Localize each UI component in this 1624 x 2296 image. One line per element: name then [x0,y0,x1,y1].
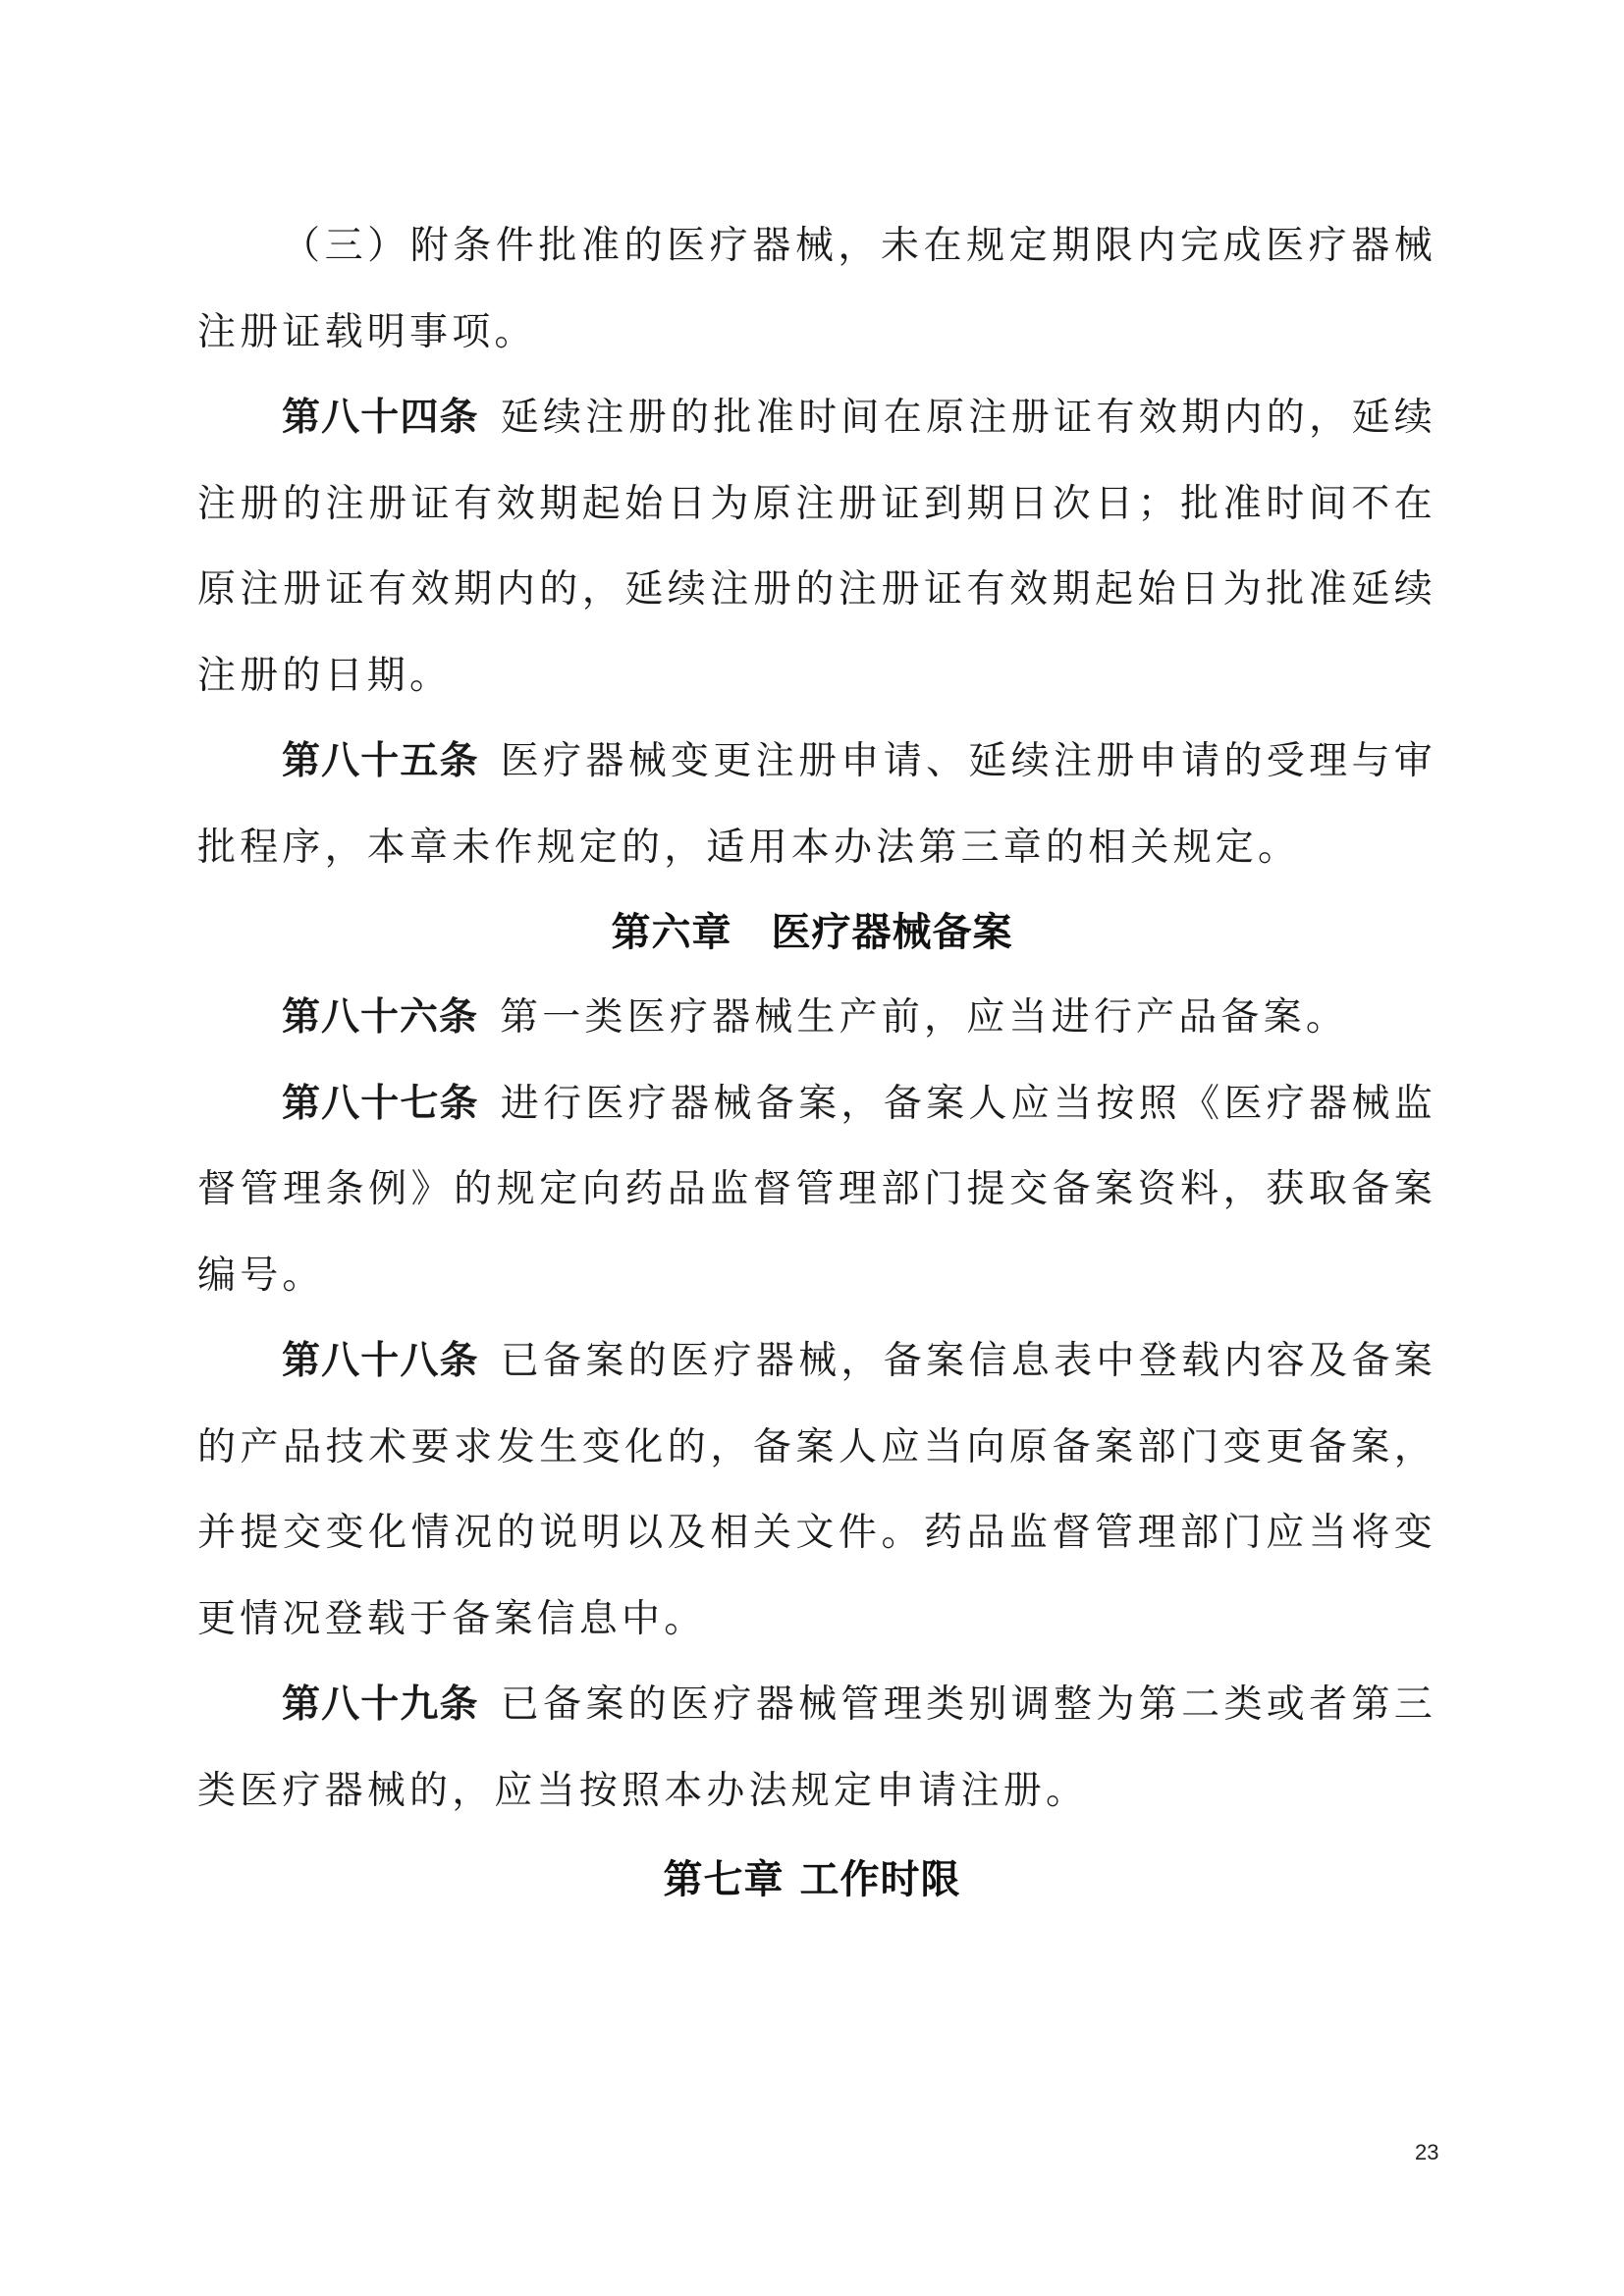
article-89 [197,1662,1436,1834]
article-88 [197,1318,1436,1662]
chapter-6-body [197,975,1436,1834]
article-84 [197,375,1436,719]
article-text: 延续注册的批准时间在原注册证有效期内的，延续注册的注册证有效期起始日为原注册证到期日次日；批准时间不在原注册证有效期内的，延续注册的注册证有效期起始日为批准延续注册的日期。 [197,396,1436,698]
article-86 [197,975,1436,1061]
article-heading: 第八十五条 [282,739,479,783]
article-heading: 第八十八条 [282,1339,479,1383]
paragraph-item-3 [197,203,1436,375]
article-text: 已备案的医疗器械管理类别调整为第二类或者第三类医疗器械的，应当按照本办法规定申请注册。 [197,1682,1436,1813]
chapter-6-heading [0,901,1624,957]
article-87 [197,1061,1436,1319]
article-text: 第一类医疗器械生产前，应当进行产品备案。 [500,995,1349,1040]
article-heading: 第八十七条 [282,1081,479,1126]
chapter-number: 第六章 [611,910,732,955]
article-text: 医疗器械变更注册申请、延续注册申请的受理与审批程序，本章未作规定的，适用本办法第三章的相关规定。 [197,739,1436,870]
article-text: 进行医疗器械备案，备案人应当按照《医疗器械监督管理条例》的规定向药品监督管理部门提交备案资料，获取备案编号。 [197,1081,1436,1298]
chapter-title: 医疗器械备案 [771,910,1013,955]
page-number: 23 [1415,2140,1439,2164]
chapter-title: 工作时限 [799,1857,961,1902]
article-heading: 第八十六条 [282,995,479,1040]
article-text: 已备案的医疗器械，备案信息表中登载内容及备案的产品技术要求发生变化的，备案人应当向原备案部门变更备案，并提交变化情况的说明以及相关文件。药品监督管理部门应当将变更情况登载于备案信息中。 [197,1339,1436,1641]
article-85 [197,719,1436,890]
chapter-number: 第七章 [663,1857,785,1902]
article-heading: 第八十四条 [282,396,479,440]
section-continuation [197,203,1436,890]
chapter-7-heading [0,1848,1624,1904]
article-heading: 第八十九条 [282,1682,479,1727]
paragraph-text: （三）附条件批准的医疗器械，未在规定期限内完成医疗器械注册证载明事项。 [197,224,1436,354]
